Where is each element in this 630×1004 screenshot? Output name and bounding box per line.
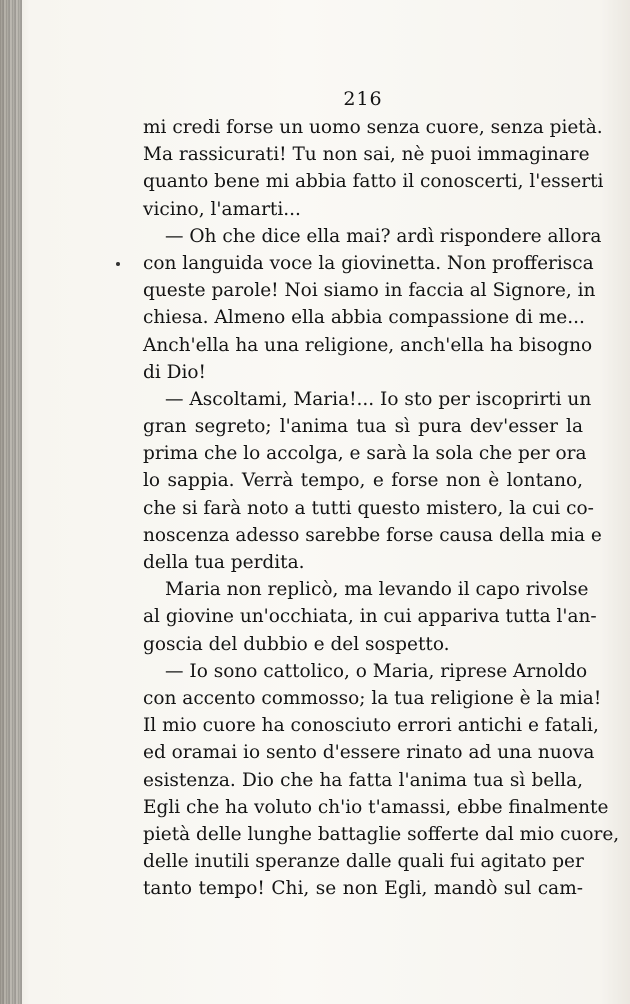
text-line: chiesa. Almeno ella abbia compassione di me... bbox=[143, 307, 585, 329]
text-line: Ma rassicurati! Tu non sai, nè puoi immaginare bbox=[143, 144, 590, 166]
text-line: Anch'ella ha una religione, anch'ella ha bisogno bbox=[143, 334, 593, 356]
text-line: con accento commosso; la tua religione è la mia! bbox=[143, 687, 602, 709]
text-line: che si farà noto a tutti questo mistero, la cui co- bbox=[143, 497, 594, 519]
text-line: — Io sono cattolico, o Maria, riprese Arnoldo bbox=[165, 660, 588, 682]
text-line: esistenza. Dio che ha fatta l'anima tua sì bella, bbox=[143, 769, 583, 791]
text-line: goscia del dubbio e del sospetto. bbox=[143, 633, 450, 655]
text-line: ed oramai io sento d'essere rinato ad una nuova bbox=[143, 742, 595, 764]
text-line: al giovine un'occhiata, in cui appariva tutta l'an- bbox=[143, 606, 597, 628]
text-line: — Ascoltami, Maria!... Io sto per iscoprirti un bbox=[165, 388, 592, 410]
text-line: con languida voce la giovinetta. Non profferisca bbox=[143, 252, 594, 274]
text-line: Il mio cuore ha conosciuto errori antichi e fatali, bbox=[143, 715, 599, 737]
text-line: noscenza adesso sarebbe forse causa della mia e bbox=[143, 524, 602, 546]
text-line: delle inutili speranze dalle quali fui agitato per bbox=[143, 851, 584, 873]
text-line: Egli che ha voluto ch'io t'amassi, ebbe finalmente bbox=[143, 796, 609, 818]
text-line: vicino, l'amarti... bbox=[143, 198, 301, 220]
text-line: quanto bene mi abbia fatto il conoscerti, l'esserti bbox=[143, 171, 604, 193]
page-body-text bbox=[143, 114, 620, 902]
text-line: lo sappia. Verrà tempo, e forse non è lontano, bbox=[143, 470, 583, 492]
ink-speck bbox=[116, 262, 120, 266]
text-line: Maria non replicò, ma levando il capo rivolse bbox=[165, 579, 589, 601]
text-line: della tua perdita. bbox=[143, 552, 305, 573]
text-line: prima che lo accolga, e sarà la sola che per ora bbox=[143, 443, 587, 465]
text-line: mi credi forse un uomo senza cuore, senza pietà. bbox=[143, 117, 603, 138]
page-text-block bbox=[143, 84, 620, 902]
text-line: di Dio! bbox=[143, 361, 206, 383]
text-line: gran segreto; l'anima tua sì pura dev'esser la bbox=[143, 416, 583, 438]
text-line: queste parole! Noi siamo in faccia al Signore, in bbox=[143, 280, 596, 302]
page-number: 216 bbox=[343, 88, 383, 110]
text-line: pietà delle lunghe battaglie sofferte dal mio cuore, bbox=[143, 823, 620, 845]
text-line: tanto tempo! Chi, se non Egli, mandò sul cam- bbox=[143, 878, 583, 900]
text-line: — Oh che dice ella mai? ardì rispondere allora bbox=[165, 225, 602, 247]
book-binding-edge bbox=[0, 0, 22, 1004]
